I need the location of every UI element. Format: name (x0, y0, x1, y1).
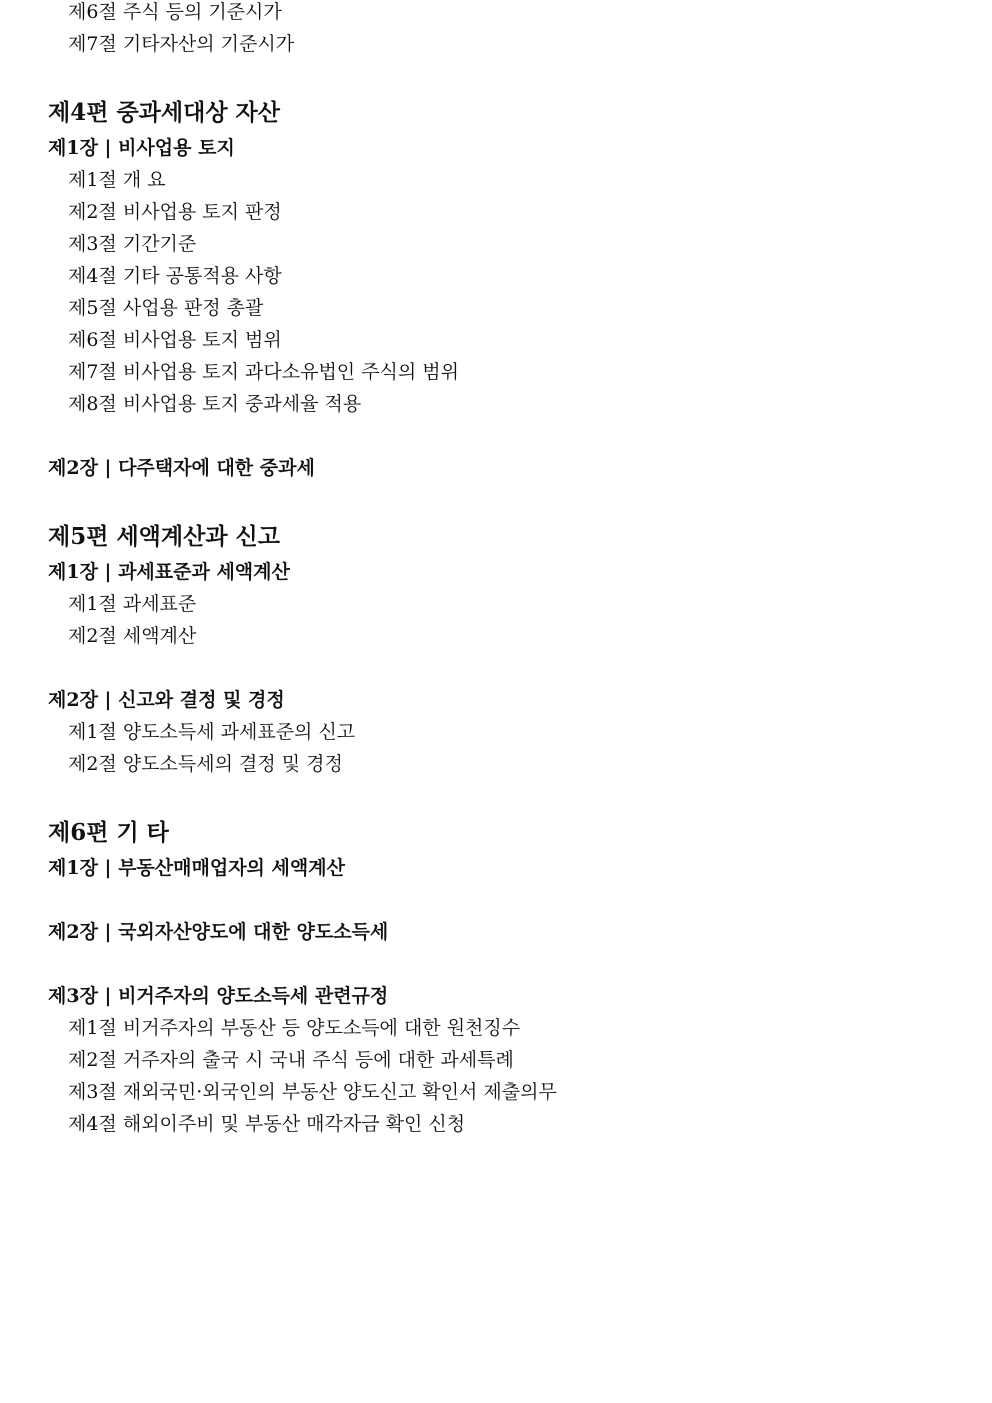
table-of-contents (48, 0, 948, 1140)
toc-chapter-title: 제2장 | 신고와 결정 및 경정 (48, 689, 285, 711)
toc-section-title: 제1절 양도소득세 과세표준의 신고 (68, 721, 356, 743)
toc-chapter-title: 제1장 | 비사업용 토지 (48, 137, 235, 159)
spacer (48, 60, 948, 92)
spacer (48, 948, 948, 980)
toc-section-title: 제8절 비사업용 토지 중과세율 적용 (68, 393, 362, 415)
toc-section-title: 제1절 과세표준 (68, 593, 197, 615)
toc-section-title: 제3절 재외국민·외국인의 부동산 양도신고 확인서 제출의무 (68, 1081, 557, 1103)
toc-section-title: 제7절 기타자산의 기준시가 (68, 33, 295, 55)
toc-part-title: 제5편 세액계산과 신고 (48, 523, 280, 550)
toc-section-title: 제2절 거주자의 출국 시 국내 주식 등에 대한 과세특례 (68, 1049, 514, 1071)
toc-section-title: 제1절 비거주자의 부동산 등 양도소득에 대한 원천징수 (68, 1017, 521, 1039)
spacer (48, 780, 948, 812)
spacer (48, 884, 948, 916)
spacer (48, 484, 948, 516)
toc-section-title: 제3절 기간기준 (68, 233, 197, 255)
toc-chapter-title: 제1장 | 과세표준과 세액계산 (48, 561, 290, 583)
toc-chapter-title: 제2장 | 다주택자에 대한 중과세 (48, 457, 315, 479)
toc-section-title: 제2절 세액계산 (68, 625, 197, 647)
spacer (48, 420, 948, 452)
toc-section-title: 제1절 개 요 (68, 169, 166, 191)
toc-section-title: 제6절 주식 등의 기준시가 (68, 1, 282, 23)
spacer (48, 652, 948, 684)
toc-chapter-title: 제1장 | 부동산매매업자의 세액계산 (48, 857, 345, 879)
toc-chapter-title: 제2장 | 국외자산양도에 대한 양도소득세 (48, 921, 389, 943)
toc-part-title: 제4편 중과세대상 자산 (48, 99, 280, 126)
toc-section-title: 제4절 기타 공통적용 사항 (68, 265, 282, 287)
toc-section-title: 제2절 양도소득세의 결정 및 경정 (68, 753, 343, 775)
toc-section-title: 제4절 해외이주비 및 부동산 매각자금 확인 신청 (68, 1113, 466, 1135)
toc-part-title: 제6편 기 타 (48, 819, 169, 846)
toc-section-title: 제6절 비사업용 토지 범위 (68, 329, 282, 351)
toc-section-title: 제5절 사업용 판정 총괄 (68, 297, 264, 319)
toc-chapter-title: 제3장 | 비거주자의 양도소득세 관련규정 (48, 985, 389, 1007)
toc-section-title: 제7절 비사업용 토지 과다소유법인 주식의 범위 (68, 361, 460, 383)
toc-section-title: 제2절 비사업용 토지 판정 (68, 201, 282, 223)
